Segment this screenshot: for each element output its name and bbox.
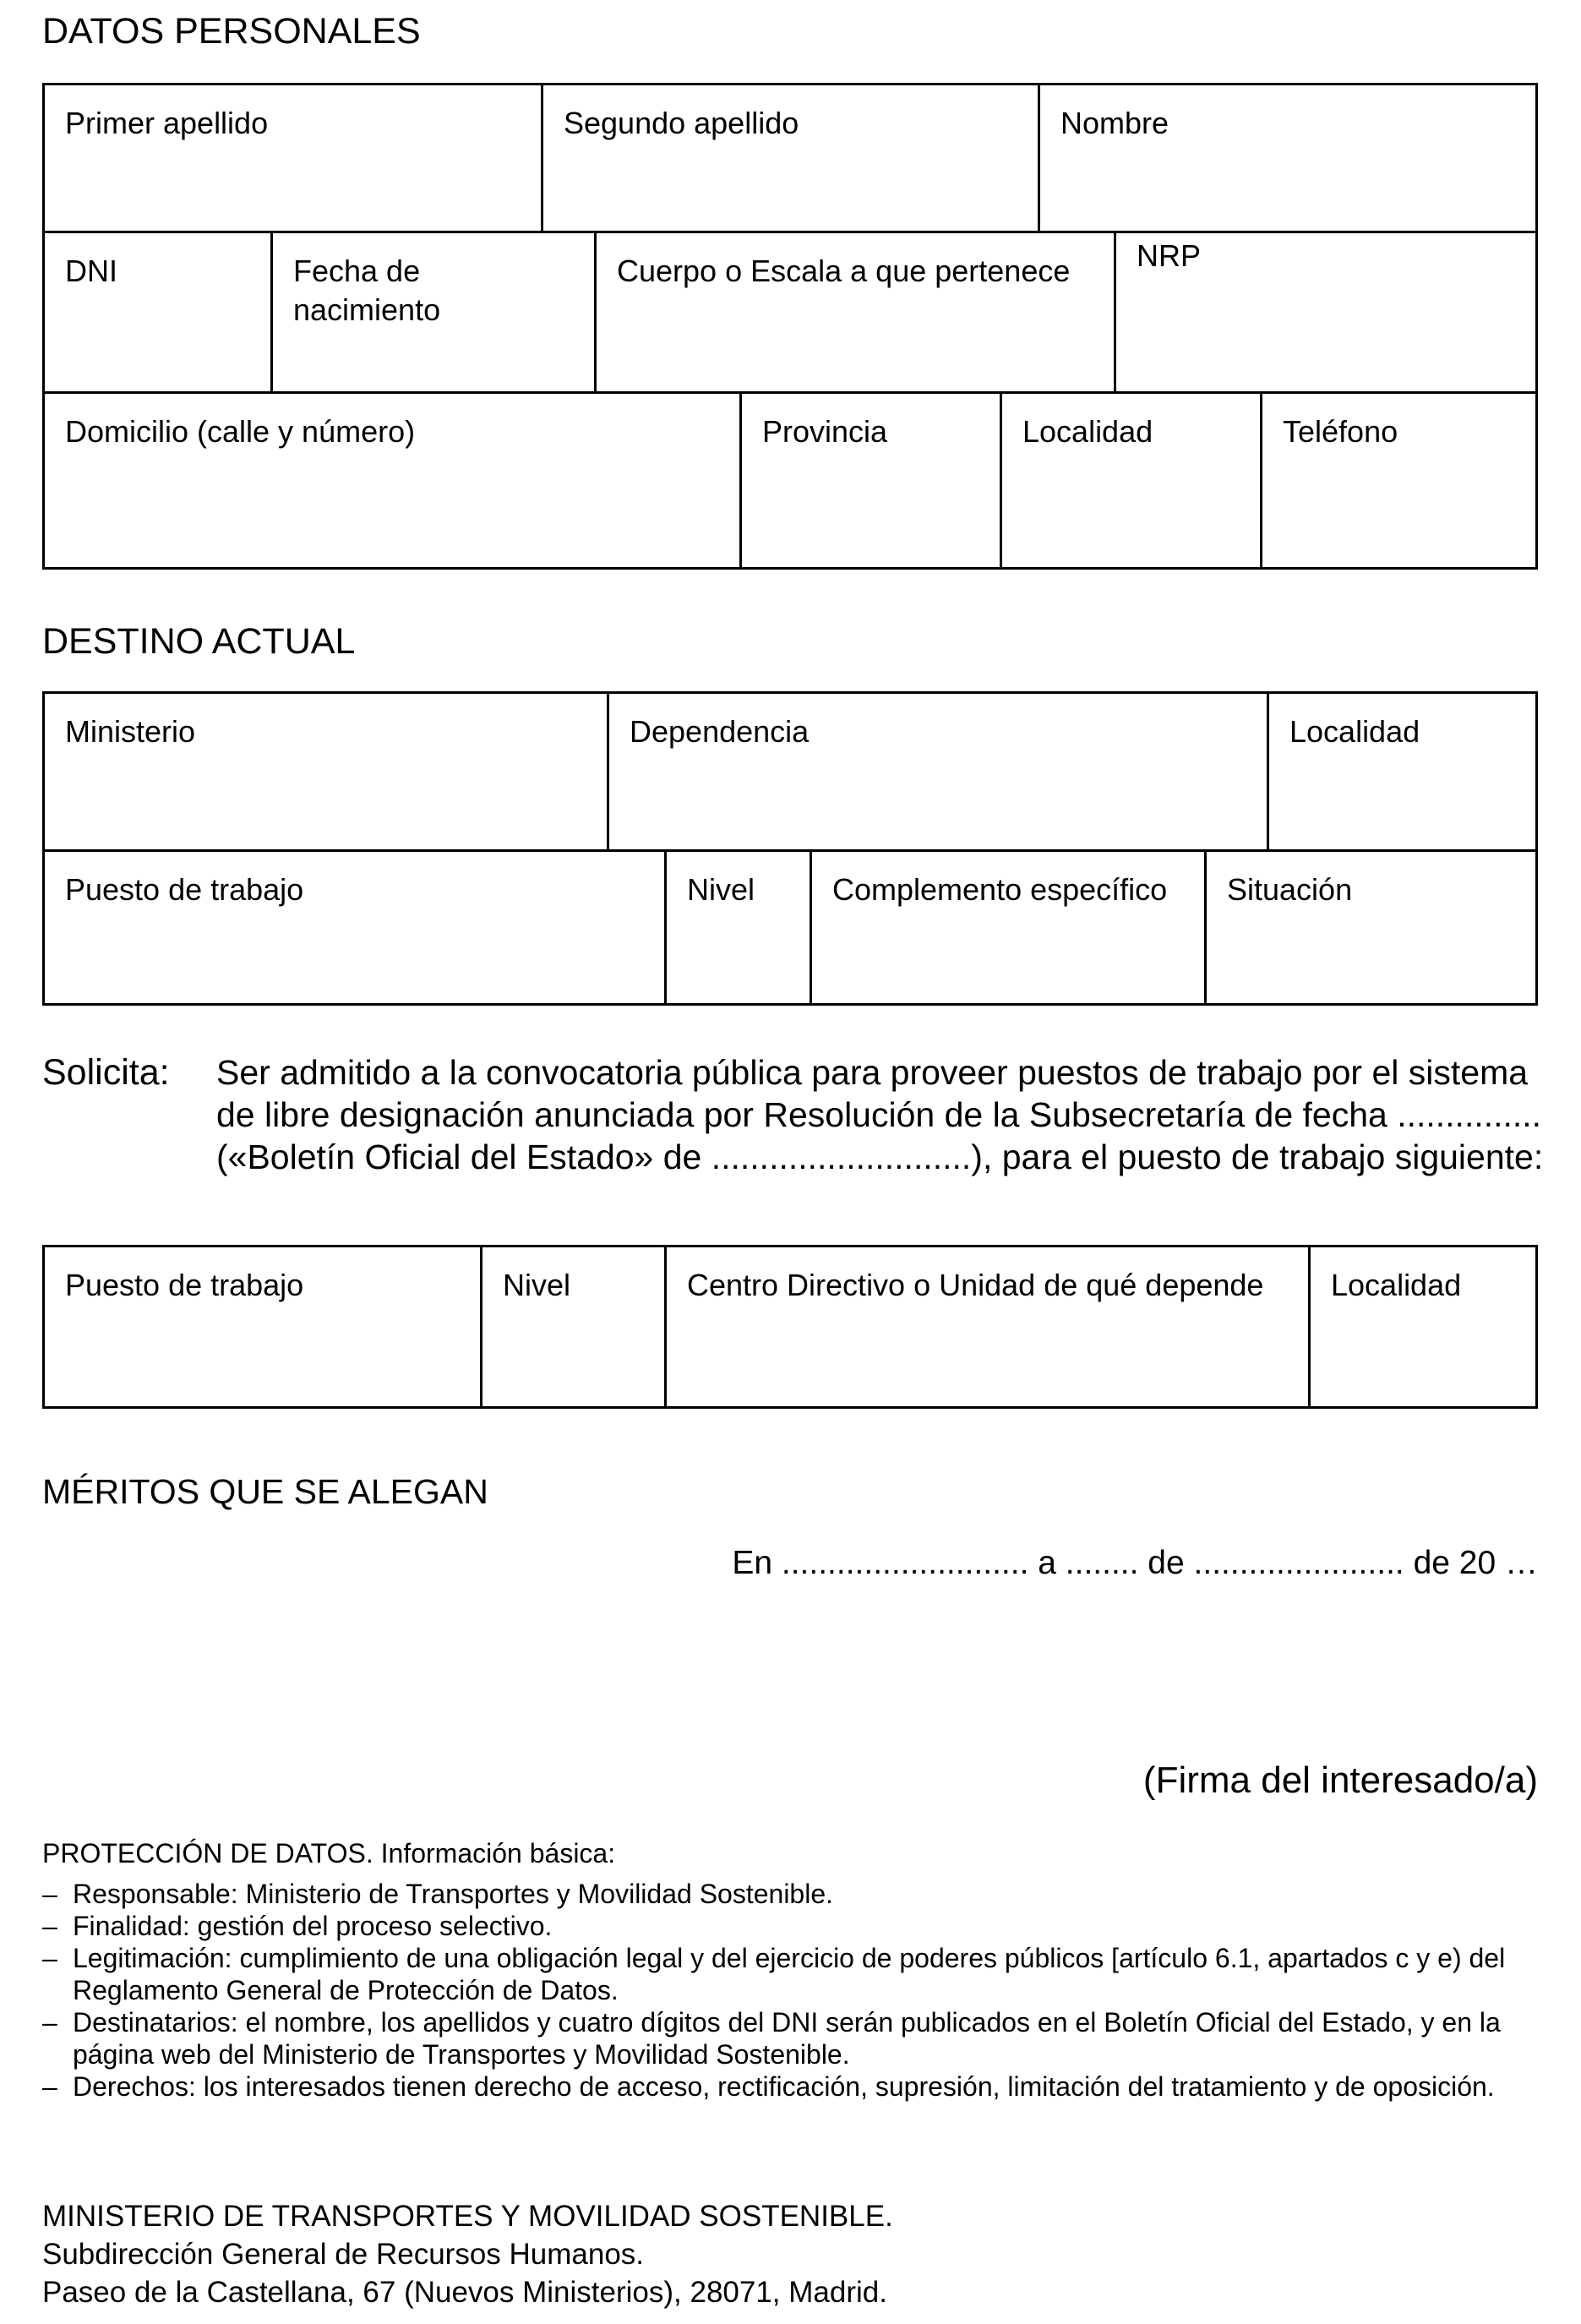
provincia-label: Provincia <box>762 414 888 449</box>
segundo-apellido-field[interactable] <box>543 85 1040 233</box>
date-line[interactable]: En ........................... a ........ de ....................... de 20 … <box>732 1545 1538 1581</box>
domicilio-field[interactable] <box>45 394 742 567</box>
destino-localidad-field[interactable] <box>1269 694 1535 852</box>
ministerio-label: Ministerio <box>65 714 196 749</box>
nrp-label: NRP <box>1137 238 1202 273</box>
puesto-nivel-label: Nivel <box>503 1268 571 1302</box>
footer-subdireccion: Subdirección General de Recursos Humanos. <box>42 2238 645 2271</box>
proteccion-datos-list <box>42 1878 1581 2103</box>
complemento-field[interactable] <box>812 852 1207 1003</box>
cuerpo-escala-label: Cuerpo o Escala a que pertenece <box>617 254 1071 288</box>
fecha-nacimiento-field[interactable] <box>273 233 597 394</box>
puesto-trabajo-field[interactable] <box>45 852 667 1003</box>
destino-localidad-label: Localidad <box>1289 714 1420 749</box>
dependencia-label: Dependencia <box>630 714 810 749</box>
primer-apellido-label: Primer apellido <box>65 106 269 140</box>
telefono-label: Teléfono <box>1283 414 1398 449</box>
situacion-field[interactable] <box>1207 852 1535 1003</box>
nombre-field[interactable] <box>1040 85 1535 233</box>
cuerpo-escala-field[interactable] <box>597 233 1116 394</box>
footer-direccion: Paseo de la Castellana, 67 (Nuevos Ministerios), 28071, Madrid. <box>42 2276 887 2309</box>
puesto-localidad-label: Localidad <box>1331 1268 1462 1302</box>
complemento-label: Complemento específico <box>832 872 1168 907</box>
dni-field[interactable] <box>45 233 273 394</box>
proteccion-item-derechos: – Derechos: los interesados tienen derecho de acceso, rectificación, supresión, limitación del tratamiento y de oposición. <box>42 2071 1495 2102</box>
footer-address <box>42 2197 893 2311</box>
solicita-text: Ser admitido a la convocatoria pública para proveer puestos de trabajo por el sistema de libre designación anunciada por Resolución de la Subsecretaría de fecha ............... («Boletín Oficial del Estado» de ...........................), para el puesto de trabajo siguiente: <box>216 1053 1544 1176</box>
proteccion-item-legitimacion: – Legitimación: cumplimiento de una obligación legal y del ejercicio de poderes públicos [artículo 6.1, apartados c y e) del Reglamento General de Protección de Datos. <box>42 1943 1506 2005</box>
proteccion-item-text: Destinatarios: el nombre, los apellidos y cuatro dígitos del DNI serán publicados en el Boletín Oficial del Estado, y en la página web del Ministerio de Transportes y Movilidad Sostenible. <box>73 2007 1501 2070</box>
section-title-datos-personales: DATOS PERSONALES <box>42 11 421 52</box>
nivel-label: Nivel <box>687 872 755 907</box>
domicilio-label: Domicilio (calle y número) <box>65 414 416 449</box>
footer-ministerio: MINISTERIO DE TRANSPORTES Y MOVILIDAD SOSTENIBLE. <box>42 2200 893 2233</box>
dni-label: DNI <box>65 254 117 288</box>
puesto-localidad-field[interactable] <box>1311 1247 1535 1406</box>
puesto-trabajo-label: Puesto de trabajo <box>65 872 304 907</box>
puesto-solicitado-table <box>42 1245 1538 1409</box>
proteccion-item-text: Legitimación: cumplimiento de una obligación legal y del ejercicio de poderes públicos [artículo 6.1, apartados c y e) del Reglamento General de Protección de Datos. <box>73 1943 1506 2005</box>
personal-data-table <box>42 83 1538 570</box>
centro-directivo-label: Centro Directivo o Unidad de qué depende <box>687 1268 1264 1302</box>
localidad-label: Localidad <box>1022 414 1153 449</box>
proteccion-datos-title: PROTECCIÓN DE DATOS. Información básica: <box>42 1838 616 1868</box>
firma-label: (Firma del interesado/a) <box>1142 1759 1538 1801</box>
destino-actual-table <box>42 691 1538 1006</box>
nombre-label: Nombre <box>1060 106 1169 140</box>
centro-directivo-field[interactable] <box>667 1247 1311 1406</box>
solicita-label: Solicita: <box>42 1052 170 1093</box>
localidad-field[interactable] <box>1002 394 1262 567</box>
dependencia-field[interactable] <box>609 694 1269 852</box>
section-title-destino-actual: DESTINO ACTUAL <box>42 621 356 662</box>
proteccion-item-text: Finalidad: gestión del proceso selectivo. <box>73 1911 553 1941</box>
puesto-solicitado-label: Puesto de trabajo <box>65 1268 304 1302</box>
primer-apellido-field[interactable] <box>45 85 543 233</box>
ministerio-field[interactable] <box>45 694 609 852</box>
nivel-field[interactable] <box>667 852 812 1003</box>
telefono-field[interactable] <box>1262 394 1535 567</box>
puesto-solicitado-field[interactable] <box>45 1247 482 1406</box>
proteccion-item-destinatarios: – Destinatarios: el nombre, los apellidos y cuatro dígitos del DNI serán publicados en el Boletín Oficial del Estado, y en la página web del Ministerio de Transportes y Movilidad Sostenible. <box>42 2007 1501 2070</box>
puesto-nivel-field[interactable] <box>482 1247 667 1406</box>
proteccion-item-finalidad: – Finalidad: gestión del proceso selectivo. <box>42 1911 553 1941</box>
provincia-field[interactable] <box>742 394 1002 567</box>
proteccion-item-responsable: – Responsable: Ministerio de Transportes y Movilidad Sostenible. <box>42 1879 834 1909</box>
section-title-meritos: MÉRITOS QUE SE ALEGAN <box>42 1472 488 1511</box>
fecha-nacimiento-label: Fecha de nacimiento <box>293 254 441 327</box>
proteccion-item-text: Responsable: Ministerio de Transportes y Movilidad Sostenible. <box>73 1879 834 1909</box>
proteccion-item-text: Derechos: los interesados tienen derecho de acceso, rectificación, supresión, limitación del tratamiento y de oposición. <box>73 2071 1495 2102</box>
segundo-apellido-label: Segundo apellido <box>564 106 799 140</box>
situacion-label: Situación <box>1227 872 1353 907</box>
nrp-field[interactable] <box>1116 233 1535 394</box>
